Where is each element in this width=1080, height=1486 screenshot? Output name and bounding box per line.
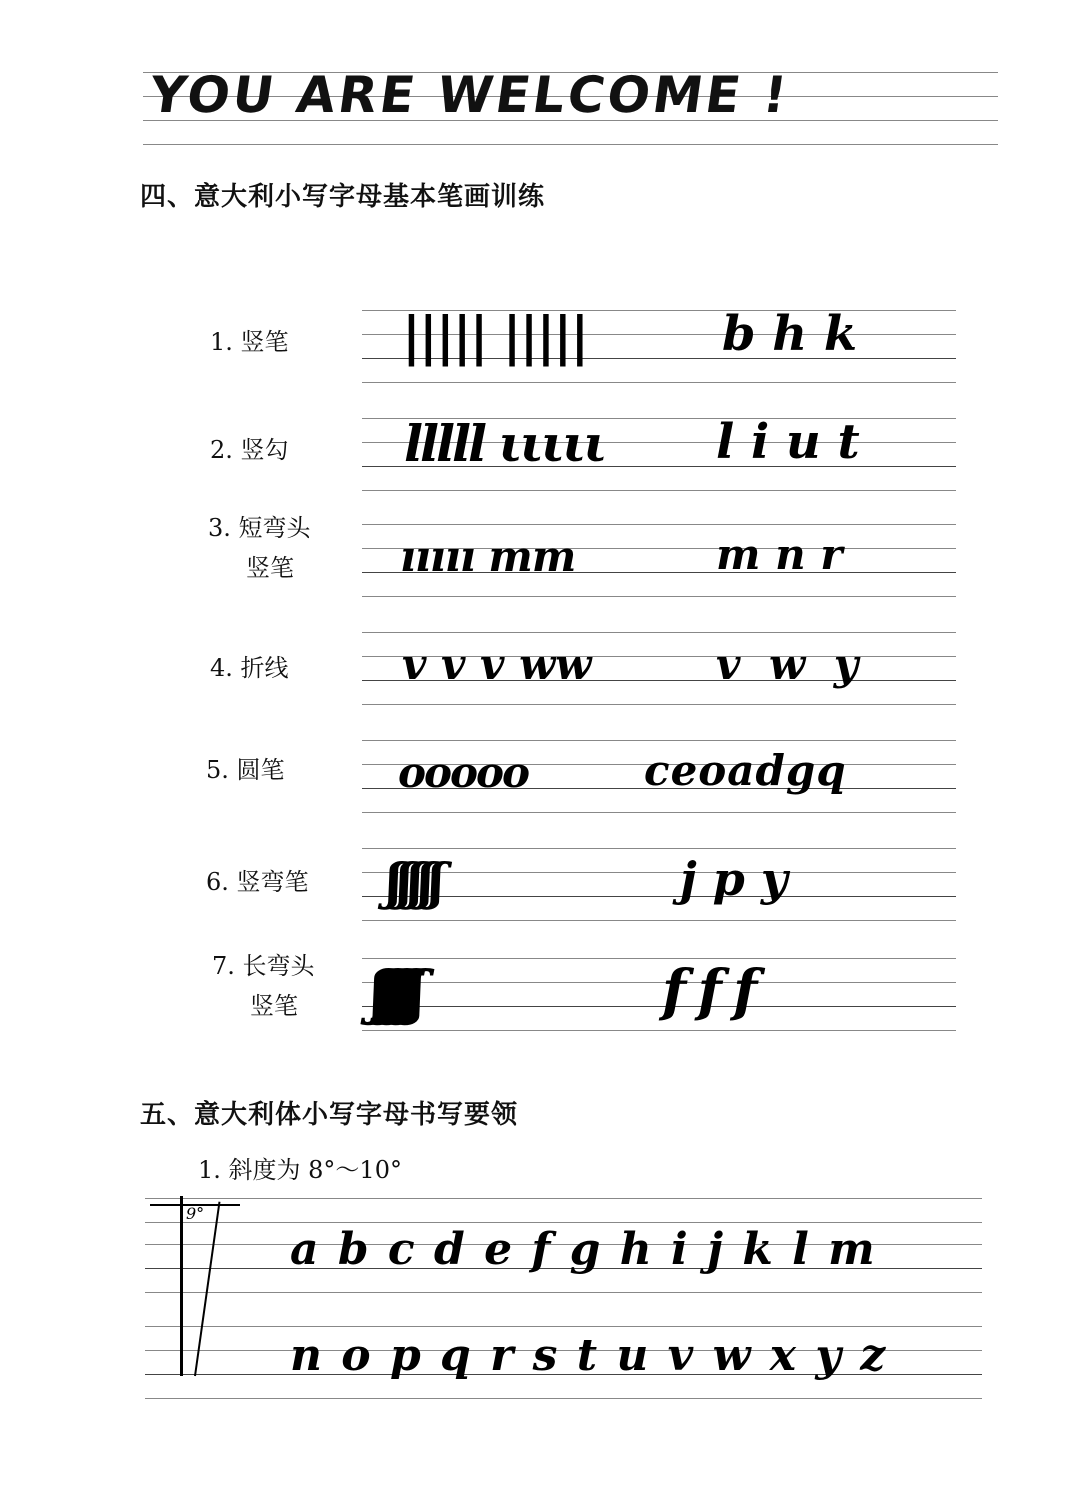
row4-label (210, 648, 350, 688)
row2-label-line1: 2. 竖勾 (210, 436, 289, 464)
row3-label (208, 508, 348, 588)
section5-title: 五、意大利体小写字母书写要领 (140, 1100, 519, 1130)
slant-angle-mark: 9° (186, 1204, 205, 1223)
row7-label-line2: 竖笔 (250, 992, 298, 1020)
row6-practice: ʃʃʃʃʃ (386, 852, 439, 911)
row6-label (206, 862, 346, 902)
row2-letters: l i u t (716, 414, 860, 470)
row5-label (206, 750, 346, 790)
row1-letters: b h k (722, 306, 858, 362)
row6-letters: j p y (680, 852, 788, 906)
section4-title: 四、意大利小写字母基本笔画训练 (140, 182, 546, 212)
section5-subtitle: 1. 斜度为 8°～10° (198, 1156, 402, 1184)
row6-label-line1: 6. 竖弯笔 (206, 868, 309, 896)
row5-practice: ooooo (398, 748, 529, 797)
row7-practice: ʃʃʃʃʃ (370, 958, 417, 1026)
row4-label-line1: 4. 折线 (210, 654, 289, 682)
row7-rules (362, 958, 956, 1030)
row7-label-line1: 7. 长弯头 (212, 952, 315, 980)
row2-practice: lllll ιιιιι (404, 414, 605, 473)
slant-vertical-line (180, 1196, 183, 1376)
row7-label (212, 946, 352, 1026)
row6-rules (362, 848, 956, 920)
row1-label-line1: 1. 竖笔 (210, 328, 289, 356)
row1-practice: ||||| ||||| (402, 306, 588, 367)
row3-label-line1: 3. 短弯头 (208, 514, 311, 542)
row7-letters: f f f (662, 958, 754, 1024)
alphabet-row1: a b c d e f g h i j k l m (290, 1224, 875, 1275)
row3-practice: ııııı mm (400, 532, 576, 581)
row4-practice: v v v ww (402, 640, 592, 689)
row2-label (210, 430, 350, 470)
row4-letters: v w y (716, 640, 859, 689)
row1-label (210, 322, 350, 362)
row3-letters: m n r (716, 530, 843, 579)
row3-label-line2: 竖笔 (246, 554, 294, 582)
alphabet-row2: n o p q r s t u v w x y z (290, 1330, 886, 1381)
row5-letters: ceoadgq (644, 746, 847, 795)
row5-label-line1: 5. 圆笔 (206, 756, 285, 784)
banner-text: YOU ARE WELCOME ! (145, 66, 794, 124)
